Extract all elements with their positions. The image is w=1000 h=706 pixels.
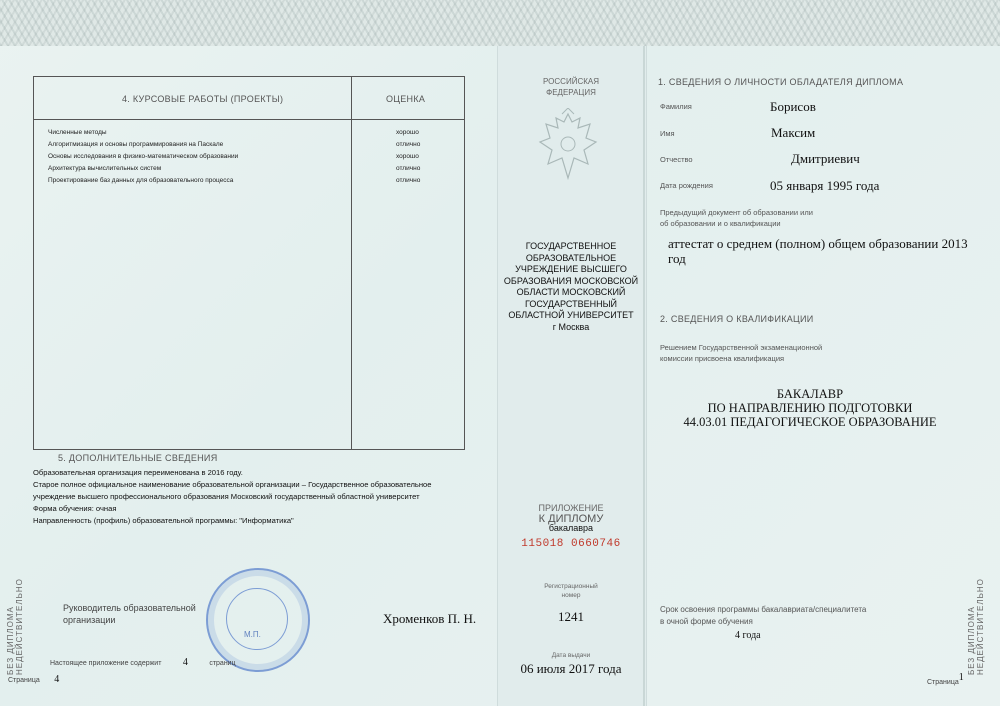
page-label: Страница	[927, 679, 959, 686]
term-label	[660, 604, 866, 628]
org-line: ОБЛАСТНОЙ УНИВЕРСИТЕТ	[508, 310, 634, 320]
reg-number: 1241	[558, 609, 584, 624]
pages-note	[50, 657, 236, 668]
head-label-line: Руководитель образовательной	[63, 603, 196, 613]
org-line: ГОСУДАРСТВЕННОЕ	[525, 241, 617, 251]
org-line: ГОСУДАРСТВЕННЫЙ	[524, 298, 618, 309]
fold-line	[643, 46, 645, 706]
table-row-name: Архитектура вычислительных систем	[48, 165, 162, 172]
prev-doc-line: аттестат о среднем (полном) общем образовании 2013	[668, 236, 968, 251]
page-number: 4	[54, 674, 60, 685]
patronymic-label: Отчество	[660, 155, 693, 164]
additional-line: Образовательная организация переименована в 2016 году.	[33, 468, 243, 477]
qualification-line: ПО НАПРАВЛЕНИЮ ПОДГОТОВКИ	[707, 401, 913, 415]
reg-label	[497, 582, 645, 600]
prev-doc-line: год	[668, 251, 686, 266]
page-label: Страница	[8, 677, 40, 684]
pages-word: страниц	[209, 660, 236, 667]
head-label	[63, 602, 196, 626]
surname-value: Борисов	[770, 99, 816, 114]
surname-label: Фамилия	[660, 102, 692, 111]
appendix-line: ПРИЛОЖЕНИЕ	[538, 503, 604, 513]
org-line: ОБРАЗОВАНИЯ МОСКОВСКОЙ	[503, 275, 639, 286]
side-notice-right: БЕЗ ДИПЛОМА НЕДЕЙСТВИТЕЛЬНО	[967, 578, 985, 675]
side-notice-left: БЕЗ ДИПЛОМА НЕДЕЙСТВИТЕЛЬНО	[6, 578, 24, 675]
pages-label: Настоящее приложение содержит	[50, 660, 162, 667]
org-line: УЧРЕЖДЕНИЕ ВЫСШЕГО	[515, 264, 627, 274]
term-label-line: в очной форме обучения	[660, 617, 753, 626]
serial-number: 115018 0660746	[521, 538, 621, 550]
table-row-grade: хорошо	[396, 153, 419, 160]
decision-line: комиссии присвоена квалификация	[660, 354, 785, 363]
pages-count: 4	[182, 657, 188, 668]
org-line: ОБЛАСТИ МОСКОВСКИЙ	[516, 287, 626, 297]
grade-header: ОЦЕНКА	[386, 94, 426, 104]
table-row-name: Алгоритмизация и основы программирования на Паскале	[48, 141, 224, 148]
qualification	[660, 387, 960, 429]
decision-label	[660, 342, 822, 364]
issue-date: 06 июля 2017 года	[520, 661, 622, 676]
coat-of-arms-icon	[536, 108, 600, 188]
name-value: Максим	[771, 125, 816, 140]
org-line: г Москва	[552, 321, 590, 332]
additional-line: Направленность (профиль) образовательной программы: "Информатика"	[33, 516, 294, 525]
table-row-name: Численные методы	[48, 129, 107, 136]
table-row-name: Основы исследования в физико-математическом образовании	[48, 153, 239, 160]
additional-line: учреждение высшего профессионального образования Московский государственный областной университет	[33, 492, 420, 501]
prev-doc-value	[668, 236, 968, 266]
page-number: 1	[958, 672, 964, 683]
seal-mp-label: М.П.	[244, 630, 261, 639]
additional-title: 5. ДОПОЛНИТЕЛЬНЫЕ СВЕДЕНИЯ	[58, 453, 218, 463]
table-row-grade: отлично	[396, 177, 421, 184]
appendix-heading	[497, 503, 645, 533]
qualification-line: 44.03.01 ПЕДАГОГИЧЕСКОЕ ОБРАЗОВАНИЕ	[683, 415, 937, 429]
patronymic-value: Дмитриевич	[791, 151, 860, 166]
table-row-grade: хорошо	[396, 129, 419, 136]
prev-doc-label	[660, 207, 813, 229]
head-name: Хроменков П. Н.	[383, 611, 477, 626]
term-value: 4 года	[735, 630, 761, 641]
table-row-name: Проектирование баз данных для образовательного процесса	[48, 177, 234, 184]
section-1-title: 1. СВЕДЕНИЯ О ЛИЧНОСТИ ОБЛАДАТЕЛЯ ДИПЛОМА	[658, 77, 904, 87]
table-divider	[351, 77, 352, 449]
additional-info	[33, 467, 432, 527]
table-title: 4. КУРСОВЫЕ РАБОТЫ (ПРОЕКТЫ)	[122, 94, 284, 104]
table-row-grade: отлично	[396, 141, 421, 148]
org-line: ОБРАЗОВАТЕЛЬНОЕ	[525, 252, 617, 263]
prev-doc-label-line: Предыдущий документ об образовании или	[660, 208, 813, 217]
page-footer-right	[927, 672, 964, 687]
country-line: ФЕДЕРАЦИЯ	[546, 88, 596, 97]
table-row-grade: отлично	[396, 165, 421, 172]
name-label: Имя	[660, 129, 675, 138]
country-heading	[497, 76, 645, 98]
seal-inner-ring	[226, 588, 288, 650]
decision-line: Решением Государственной экзаменационной	[660, 343, 823, 352]
birth-label: Дата рождения	[660, 181, 713, 190]
qualification-line: БАКАЛАВР	[776, 387, 844, 401]
appendix-degree: бакалавра	[548, 523, 594, 533]
reg-label-line: номер	[561, 592, 581, 599]
additional-line: Старое полное официальное наименование образовательной организации – Государственное образовательное	[33, 480, 432, 489]
country-line: РОССИЙСКАЯ	[543, 77, 599, 86]
organization-name	[497, 241, 645, 333]
birth-value: 05 января 1995 года	[770, 178, 880, 193]
coursework-table	[33, 76, 465, 450]
additional-line: Форма обучения: очная	[33, 504, 117, 513]
term-label-line: Срок освоения программы бакалавриата/специалитета	[660, 605, 867, 614]
prev-doc-label-line: об образовании и о квалификации	[660, 219, 781, 228]
reg-label-line: Регистрационный	[544, 583, 598, 590]
head-label-line: организации	[63, 615, 116, 625]
date-label: Дата выдачи	[551, 652, 591, 659]
section-2-title: 2. СВЕДЕНИЯ О КВАЛИФИКАЦИИ	[660, 314, 814, 324]
appendix-line: К ДИПЛОМУ	[538, 513, 604, 525]
decorative-border	[0, 0, 1000, 46]
page-footer-left	[8, 674, 72, 685]
